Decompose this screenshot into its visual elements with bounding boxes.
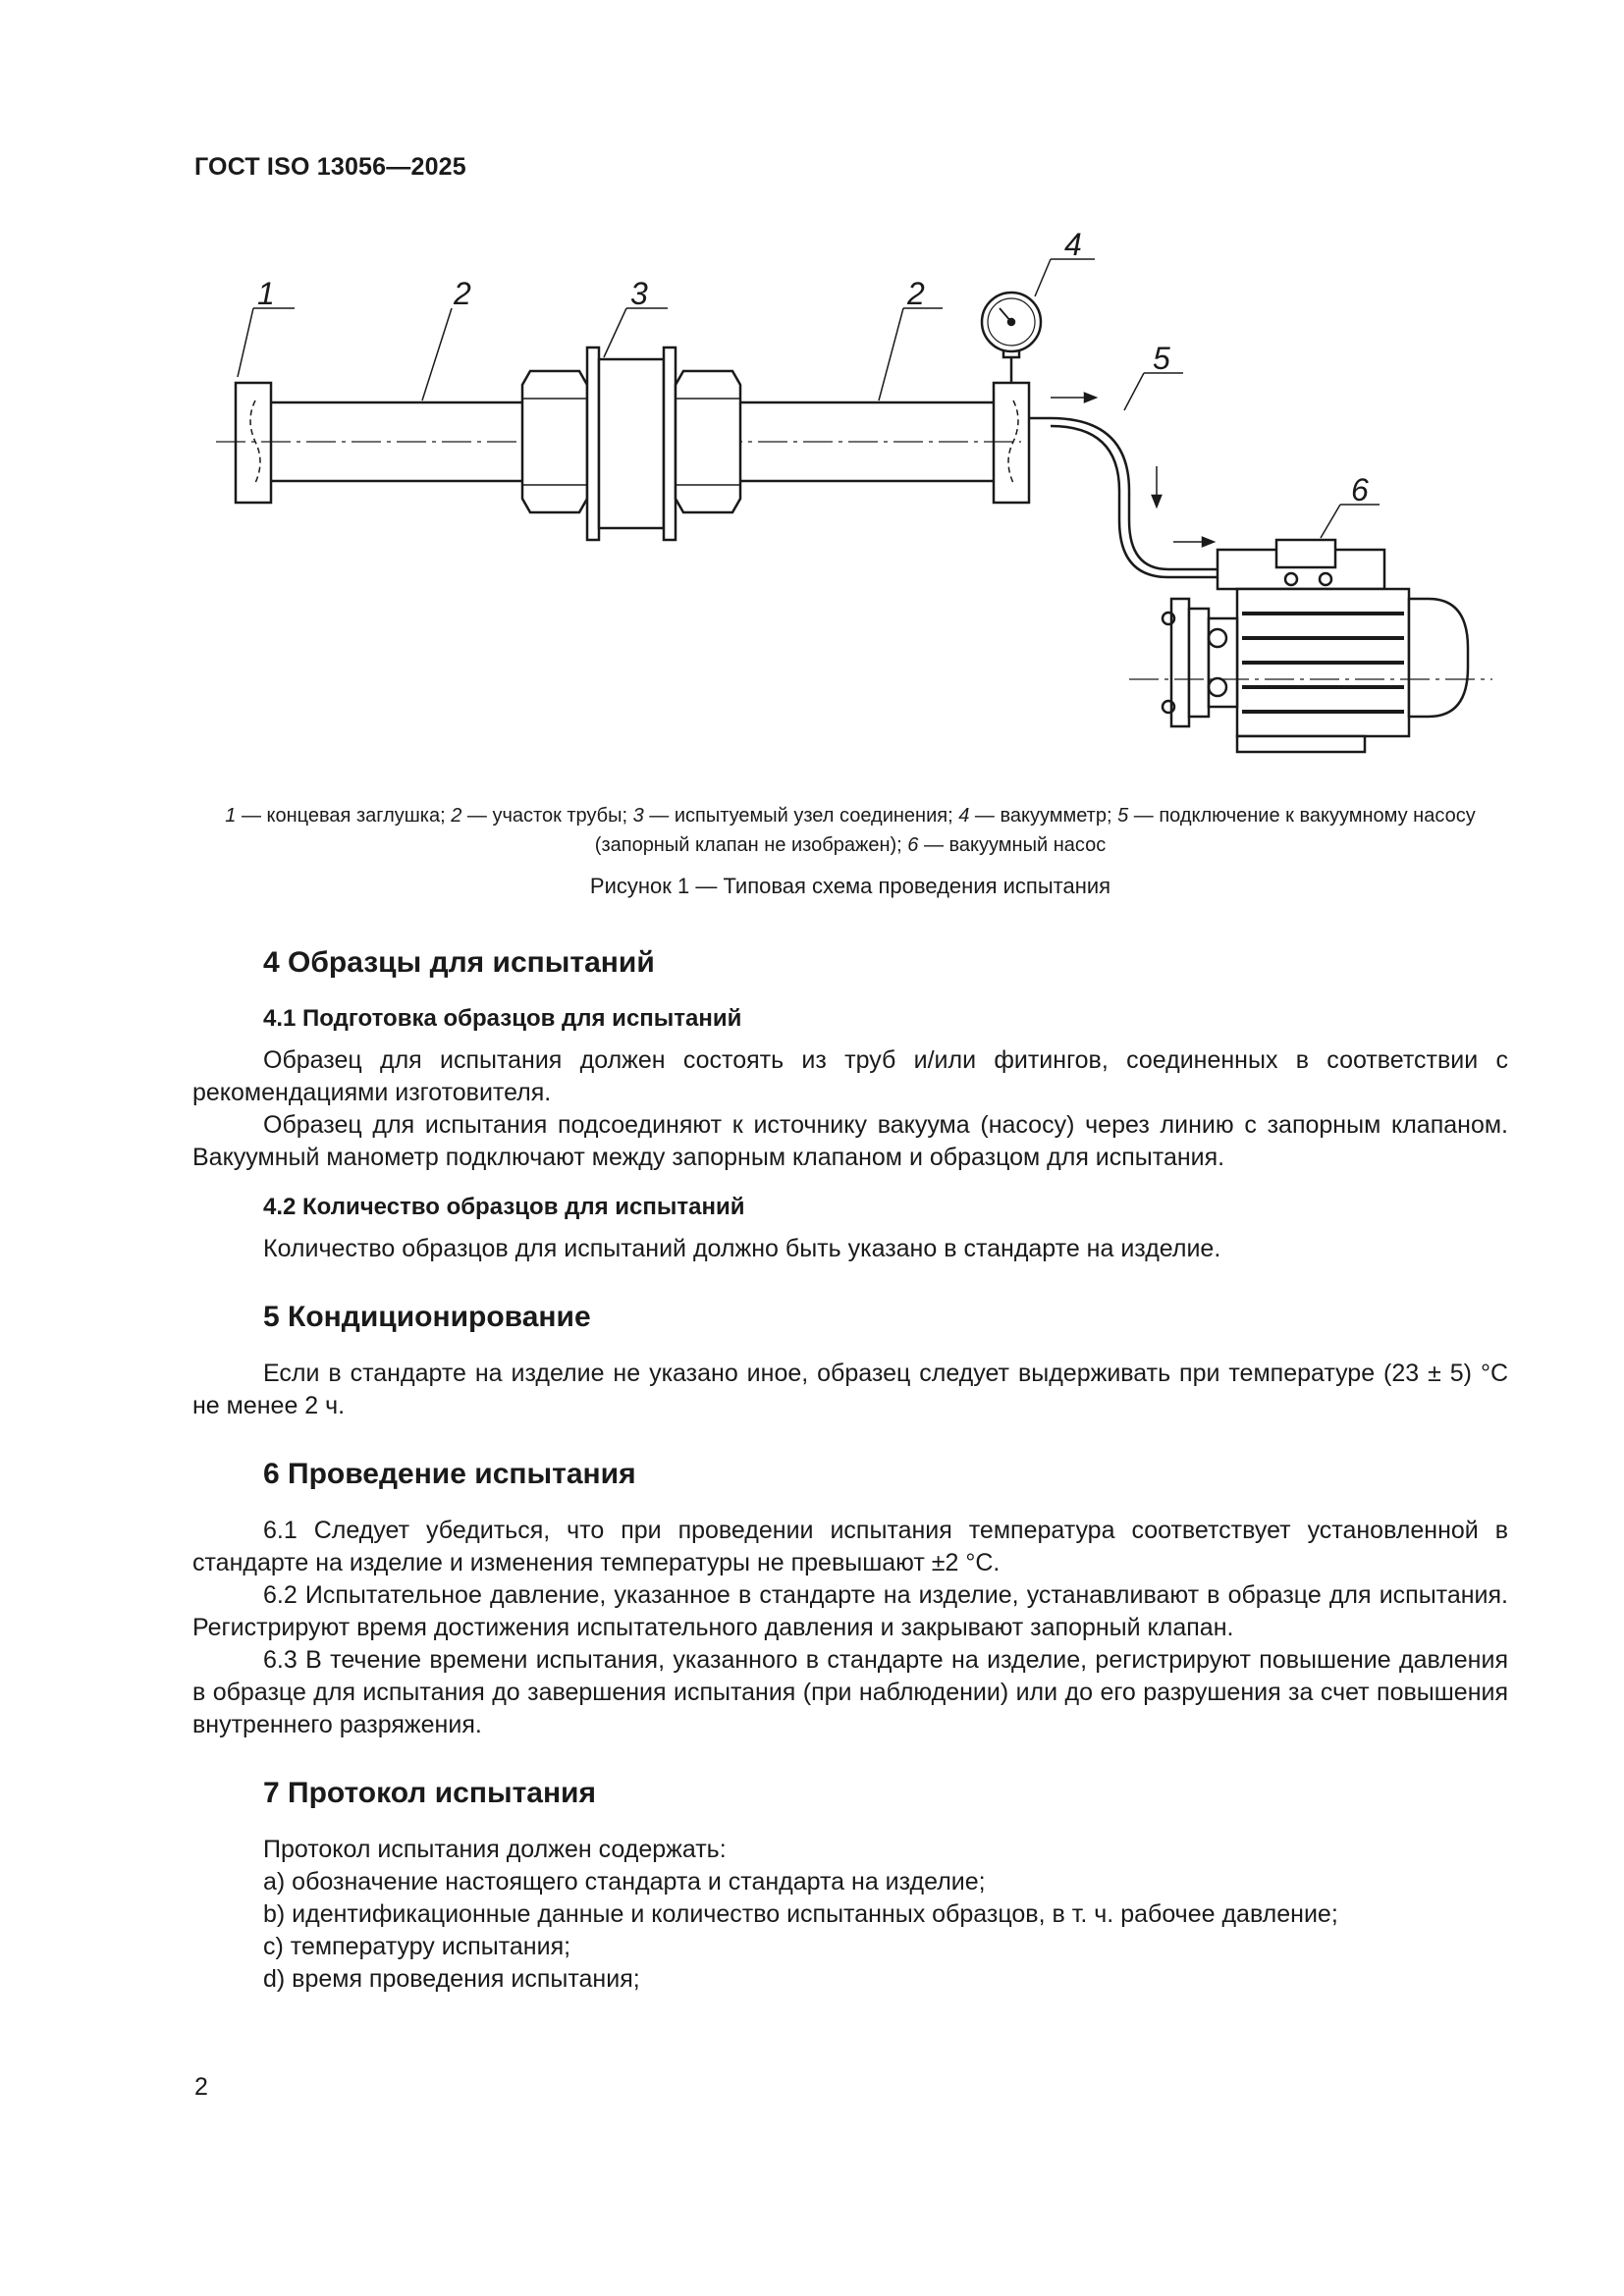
section-4-1-title: 4.1 Подготовка образцов для испытаний (263, 1005, 742, 1032)
section-5 (192, 1295, 1508, 1422)
callout-3: 3 (630, 276, 648, 311)
legend-num-5: 5 (1117, 805, 1129, 827)
section-7-item-d: d) время проведения испытания; (263, 1965, 640, 1993)
section-7-title: 7 Протокол испытания (263, 1777, 597, 1809)
section-4-1-paragraph-1: Образец для испытания должен состоять из труб и/или фитингов, соединенных в соответствии с рекомендациями изготовителя. (192, 1046, 1508, 1106)
legend-text-5: — подключение к вакуумному насосу (запорный клапан не изображен); (594, 805, 1476, 856)
section-6 (192, 1452, 1508, 1741)
end-cap-left (236, 383, 271, 503)
legend-text-6: — вакуумный насос (918, 834, 1107, 856)
section-4-2-title: 4.2 Количество образцов для испытаний (263, 1194, 745, 1220)
section-7-item-b: b) идентификационные данные и количество испытанных образцов, в т. ч. рабочее давление; (263, 1900, 1338, 1928)
legend-text-3: — испытуемый узел соединения; (643, 805, 959, 827)
section-7-item-c: c) температуру испытания; (263, 1933, 571, 1960)
document-header: ГОСТ ISO 13056—2025 (194, 153, 466, 181)
section-6-1-paragraph: 6.1 Следует убедиться, что при проведении испытания температура соответствует установленной в стандарте на изделие и изменения температуры не превышают ±2 °С. (192, 1517, 1508, 1576)
legend-text-4: — вакуумметр; (969, 805, 1118, 827)
section-4 (192, 940, 1508, 1265)
document-body (192, 940, 1508, 1996)
section-4-2-paragraph-1: Количество образцов для испытаний должно быть указано в стандарте на изделие. (263, 1235, 1221, 1262)
legend-num-3: 3 (632, 805, 644, 827)
callout-5: 5 (1153, 341, 1170, 376)
section-7 (192, 1771, 1508, 1996)
section-7-intro: Протокол испытания должен содержать: (263, 1836, 727, 1863)
section-6-2-paragraph: 6.2 Испытательное давление, указанное в стандарте на изделие, устанавливают в образце для испытания. Регистрируют время достижения испытательного давления и закрывают запорный клапан. (192, 1581, 1508, 1641)
legend-num-2: 2 (451, 805, 462, 827)
section-5-title: 5 Кондиционирование (263, 1301, 591, 1333)
test-scheme-diagram (187, 226, 1502, 775)
callout-2-right: 2 (907, 276, 925, 311)
figure-1 (187, 226, 1502, 775)
section-5-paragraph-1: Если в стандарте на изделие не указано иное, образец следует выдерживать при температуре (23 ± 5) °С не менее 2 ч. (192, 1360, 1508, 1419)
legend-num-4: 4 (958, 805, 970, 827)
legend-num-6: 6 (907, 834, 919, 856)
legend-text-1: — концевая заглушка; (236, 805, 452, 827)
callout-1: 1 (257, 276, 275, 311)
section-4-title: 4 Образцы для испытаний (263, 946, 655, 979)
callout-4: 4 (1064, 227, 1082, 262)
callout-2-left: 2 (454, 276, 471, 311)
legend-text-2: — участок трубы; (461, 805, 633, 827)
section-6-3-paragraph: 6.3 В течение времени испытания, указанного в стандарте на изделие, регистрируют повышение давления в образце для испытания до завершения испытания (при наблюдении) или до его разрушения за счет повышения внутреннего разряжения. (192, 1646, 1508, 1738)
end-cap-right (994, 383, 1029, 503)
section-7-item-a: a) обозначение настоящего стандарта и стандарта на изделие; (263, 1868, 986, 1896)
callout-6: 6 (1351, 472, 1369, 507)
section-6-title: 6 Проведение испытания (263, 1458, 636, 1490)
figure-legend (192, 801, 1508, 860)
section-4-1-paragraph-2: Образец для испытания подсоединяют к источнику вакуума (насосу) через линию с запорным клапаном. Вакуумный манометр подключают между запорным клапаном и образцом для испытания. (192, 1111, 1508, 1171)
legend-num-1: 1 (225, 805, 237, 827)
vacuum-pump (1129, 540, 1492, 752)
figure-caption: Рисунок 1 — Типовая схема проведения испытания (589, 874, 1111, 898)
page-number: 2 (194, 2073, 208, 2101)
